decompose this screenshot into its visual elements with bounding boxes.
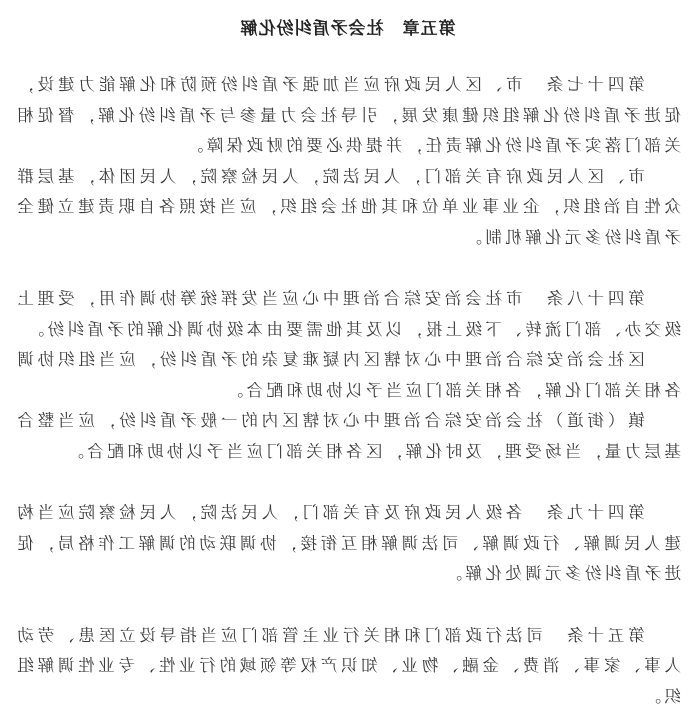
article-49 [14, 498, 681, 590]
article-47-paragraph-1: 第四十七条 市、区人民政府应当加强矛盾纠纷预防和化解能力建设，促进矛盾纠纷化解组织健康发展，引导社会力量参与矛盾纠纷化解，督促相关部门落实矛盾纠纷化解责任，并提供必要的财政保障。 [14, 75, 681, 155]
article-47 [14, 70, 681, 253]
article-48-paragraph-2: 区社会治安综合治理中心对辖区内疑难复杂的矛盾纠纷，应当组织协调各相关部门化解，各相关部门应当予以协助和配合。 [14, 350, 681, 400]
article-47-paragraph-2: 市、区人民政府有关部门，人民法院，人民检察院，人民团体，基层群众性自治组织，企业事业单位和其他社会组织，应当按照各自职责建立健全矛盾纠纷多元化解机制。 [14, 166, 681, 247]
article-48-paragraph-3: 镇（街道）社会治安综合治理中心对辖区内的一般矛盾纠纷，应当整合基层力量，当场受理，及时化解，区各相关部门应当予以协助和配合。 [14, 411, 681, 461]
article-49-paragraph-1: 第四十九条 各级人民政府及有关部门，人民法院，人民检察院应当构建人民调解、行政调解、司法调解相互衔接，协调联动的调解工作格局，促进矛盾纠纷多元调处化解。 [14, 503, 681, 583]
article-50 [14, 621, 681, 713]
article-50-paragraph-1: 第五十条 司法行政部门和相关行业主管部门应当指导设立医患、劳动人事、家事、消费、金融、物业、知识产权等领域的行业性、专业性调解组织。 [14, 625, 681, 706]
article-48-paragraph-1: 第四十八条 市社会治安综合治理中心应当发挥统筹协调作用，受理上级交办、部门流转、下级上报，以及其他需要由本级协调化解的矛盾纠纷。 [14, 289, 681, 339]
chapter-title: 第五章 社会矛盾纠纷化解 [239, 19, 456, 39]
article-48 [14, 284, 681, 467]
